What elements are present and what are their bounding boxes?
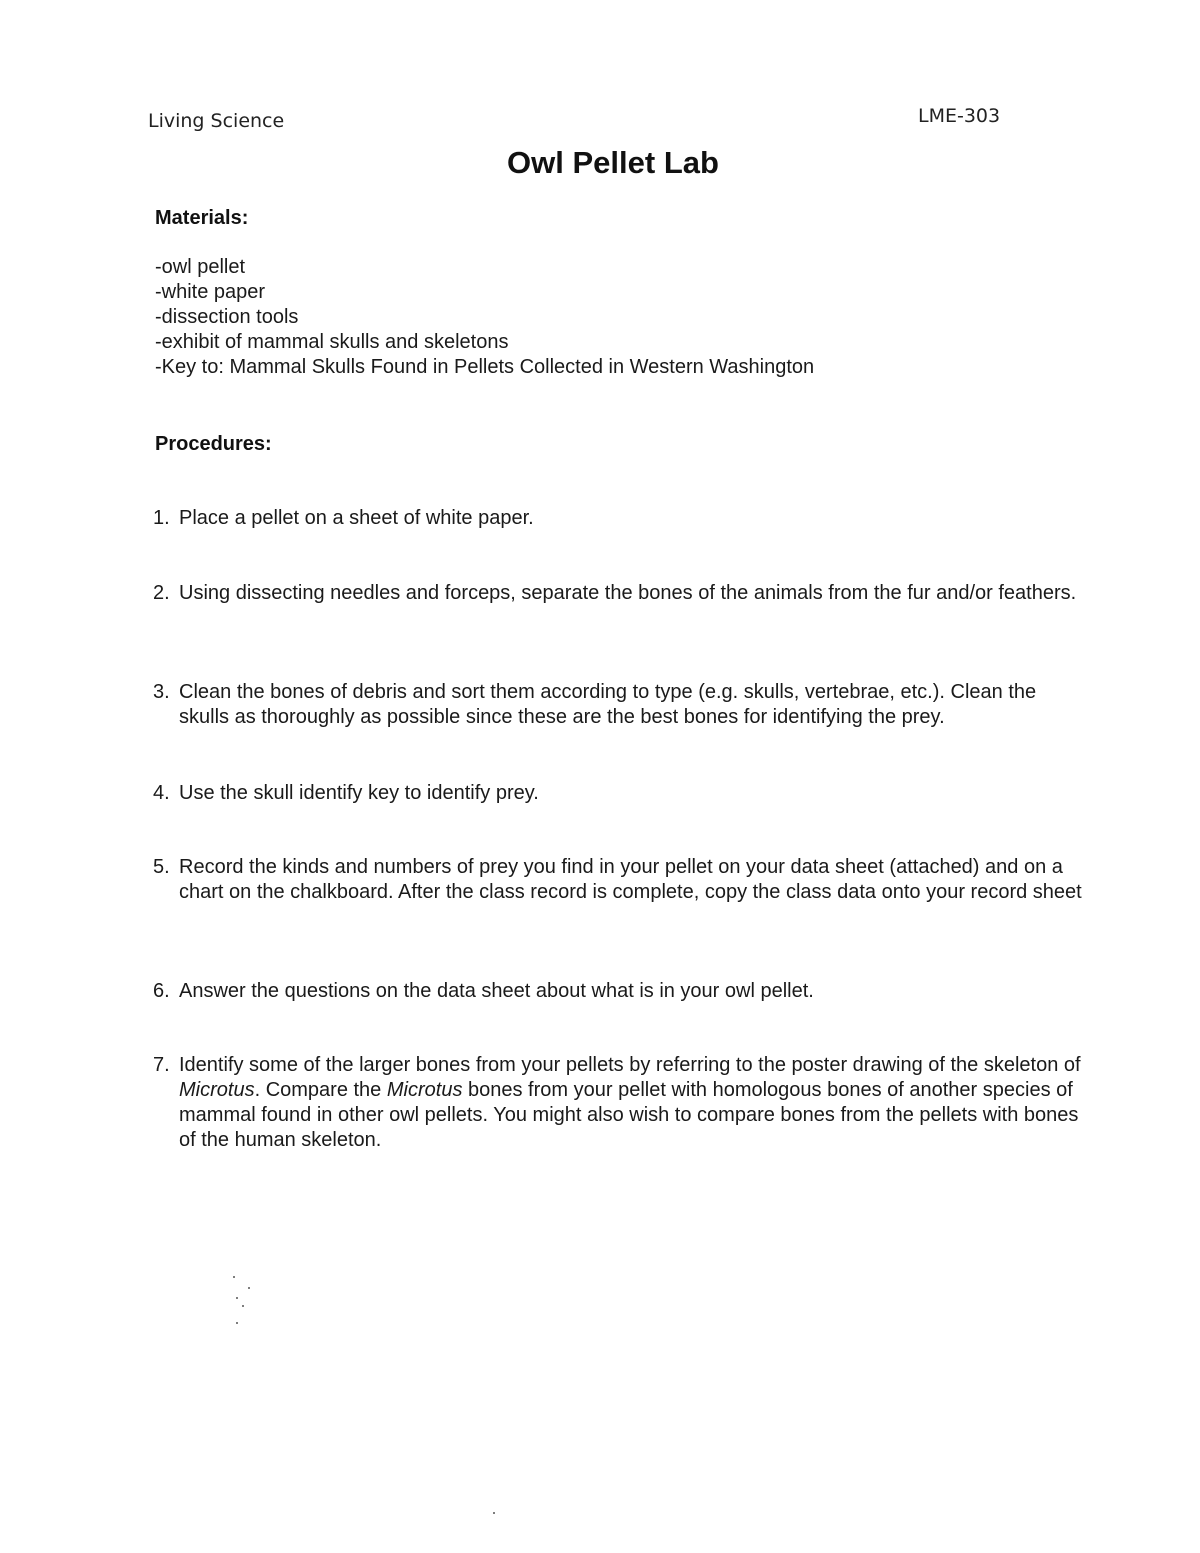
species-name: Microtus bbox=[179, 1079, 255, 1101]
step-text bbox=[179, 1053, 1083, 1153]
scan-speck bbox=[233, 1276, 235, 1278]
materials-item: -white paper bbox=[155, 281, 266, 303]
materials-item: -exhibit of mammal skulls and skeletons bbox=[155, 331, 509, 353]
step-text: Using dissecting needles and forceps, separate the bones of the animals from the fur and/or feathers. bbox=[179, 582, 1077, 604]
procedure-step-6 bbox=[153, 979, 1083, 1004]
scan-speck bbox=[236, 1322, 238, 1324]
step-text: Clean the bones of debris and sort them according to type (e.g. skulls, vertebrae, etc.). Clean the skulls as thoroughly as possible since these are the best bones for identifying the prey. bbox=[179, 681, 1037, 728]
step-text-part: Identify some of the larger bones from your pellets by referring to the poster drawing of the skeleton of bbox=[179, 1054, 1081, 1076]
procedure-step-4 bbox=[153, 781, 1083, 806]
step-text-part: . Compare the bbox=[254, 1079, 387, 1101]
procedure-step-3 bbox=[153, 680, 1083, 730]
procedure-step-5 bbox=[153, 855, 1083, 905]
materials-item: -dissection tools bbox=[155, 306, 299, 328]
page-title: Owl Pellet Lab bbox=[507, 145, 719, 180]
procedures-heading: Procedures: bbox=[155, 433, 272, 455]
procedure-step-7 bbox=[153, 1053, 1083, 1153]
scan-speck bbox=[242, 1305, 244, 1307]
step-text: Record the kinds and numbers of prey you find in your pellet on your data sheet (attached) and on a chart on the chalkboard. After the class record is complete, copy the class data onto your record sheet bbox=[179, 856, 1082, 903]
step-number: 6. bbox=[153, 980, 170, 1002]
step-text-part: bones from your pellet with homologous bones of another species of mammal found in other owl pellets. You might also wish to compare bones from the pellets with bones of the human skeleton. bbox=[179, 1079, 1079, 1151]
step-text: Use the skull identify key to identify prey. bbox=[179, 782, 539, 804]
materials-item: -Key to: Mammal Skulls Found in Pellets Collected in Western Washington bbox=[155, 356, 815, 378]
step-number: 4. bbox=[153, 782, 170, 804]
materials-item: -owl pellet bbox=[155, 256, 246, 278]
scan-speck bbox=[236, 1297, 238, 1299]
species-name: Microtus bbox=[386, 1079, 463, 1101]
course-name: Living Science bbox=[148, 110, 285, 132]
step-text: Place a pellet on a sheet of white paper. bbox=[179, 507, 534, 529]
step-text: Answer the questions on the data sheet about what is in your owl pellet. bbox=[179, 980, 814, 1002]
course-code: LME-303 bbox=[918, 105, 1001, 127]
scan-speck bbox=[248, 1287, 250, 1289]
materials-heading: Materials: bbox=[155, 207, 249, 229]
scan-speck bbox=[493, 1512, 495, 1514]
materials-list bbox=[155, 255, 814, 380]
step-number: 3. bbox=[153, 681, 170, 703]
procedure-step-1 bbox=[153, 506, 1083, 531]
step-number: 7. bbox=[153, 1054, 170, 1076]
step-number: 5. bbox=[153, 856, 170, 878]
procedure-step-2 bbox=[153, 581, 1083, 606]
step-number: 2. bbox=[153, 582, 170, 604]
step-number: 1. bbox=[153, 507, 170, 529]
